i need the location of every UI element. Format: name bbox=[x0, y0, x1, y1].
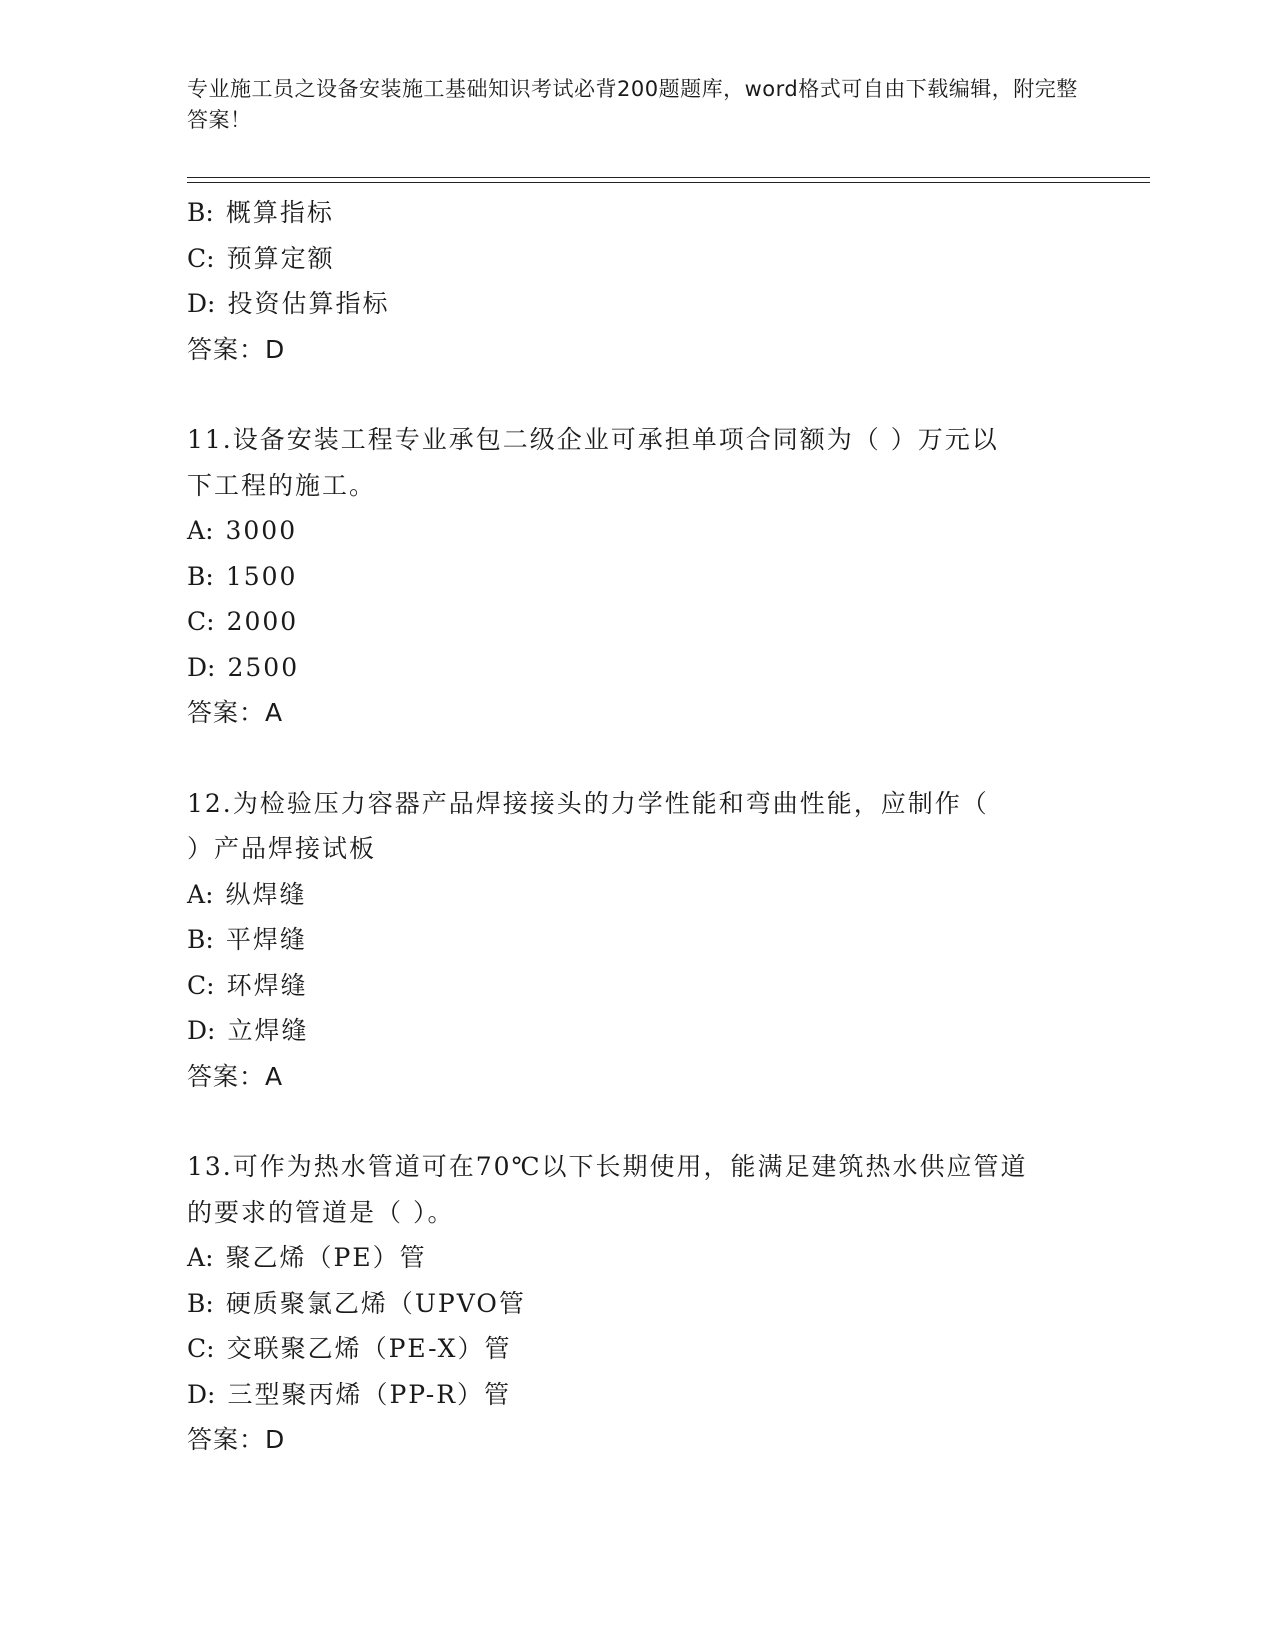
document-header bbox=[187, 74, 1087, 136]
question-stem-line: ）产品焊接试板 bbox=[187, 834, 377, 863]
option-d: D: 立焊缝 bbox=[187, 1016, 309, 1045]
partial-question bbox=[187, 190, 1087, 372]
option-d: D: 三型聚丙烯（PP-R）管 bbox=[187, 1379, 512, 1409]
option-c: C: 预算定额 bbox=[187, 243, 335, 273]
option-d: D: 2500 bbox=[187, 652, 300, 682]
option-b: B: 概算指标 bbox=[187, 198, 334, 227]
answer-line: 答案：A bbox=[187, 698, 284, 727]
option-d: D: 投资估算指标 bbox=[187, 289, 390, 318]
option-b: B: 1500 bbox=[187, 561, 298, 591]
option-b: B: 平焊缝 bbox=[187, 925, 307, 954]
option-a: A: 聚乙烯（PE）管 bbox=[187, 1243, 427, 1272]
answer-line: 答案：D bbox=[187, 334, 286, 364]
question-stem-line: 下工程的施工。 bbox=[187, 470, 377, 500]
question-stem bbox=[187, 417, 1067, 508]
question-13 bbox=[187, 1144, 1087, 1463]
answer-line: 答案：A bbox=[187, 1061, 284, 1091]
question-stem bbox=[187, 781, 1067, 872]
document-title: 专业施工员之设备安装施工基础知识考试必背200题题库，word格式可自由下载编辑，附完整答案！ bbox=[187, 77, 1078, 132]
question-list bbox=[187, 190, 1087, 1463]
option-c: C: 2000 bbox=[187, 607, 299, 636]
header-rule-top bbox=[187, 177, 1150, 178]
option-c: C: 交联聚乙烯（PE-X）管 bbox=[187, 1334, 512, 1363]
question-stem bbox=[187, 1144, 1067, 1235]
answer-line: 答案：D bbox=[187, 1425, 286, 1454]
question-stem-line: 12.为检验压力容器产品焊接接头的力学性能和弯曲性能，应制作（ bbox=[187, 788, 989, 818]
header-rule-bottom bbox=[187, 182, 1150, 183]
option-a: A: 纵焊缝 bbox=[187, 879, 307, 909]
question-stem-line: 11.设备安装工程专业承包二级企业可承担单项合同额为（ ）万元以 bbox=[187, 425, 999, 454]
option-b: B: 硬质聚氯乙烯（UPVO管 bbox=[187, 1288, 526, 1318]
question-12 bbox=[187, 781, 1087, 1100]
question-stem-line: 的要求的管道是（ ）。 bbox=[187, 1197, 455, 1227]
question-stem-line: 13.可作为热水管道可在70℃以下长期使用，能满足建筑热水供应管道 bbox=[187, 1152, 1028, 1181]
option-a: A: 3000 bbox=[187, 516, 298, 545]
option-c: C: 环焊缝 bbox=[187, 970, 308, 1000]
question-11 bbox=[187, 417, 1087, 736]
